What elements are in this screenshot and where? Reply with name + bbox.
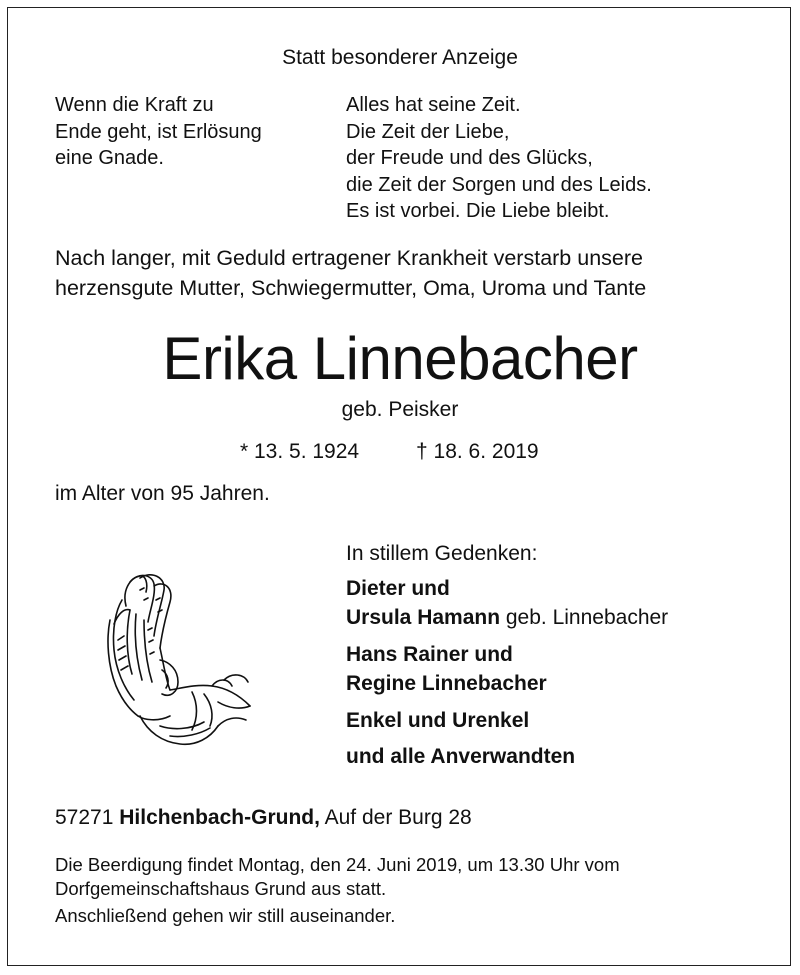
birth-name: geb. Peisker <box>341 398 459 421</box>
mourner-line <box>346 606 668 630</box>
mourners-heading: In stillem Gedenken: <box>346 542 538 565</box>
praying-hands-icon <box>100 570 260 750</box>
mourner-line: Hans Rainer und <box>346 643 513 666</box>
quote-right-line: Alles hat seine Zeit. <box>346 94 521 116</box>
quote-left-line: Wenn die Kraft zu <box>55 94 214 116</box>
mourner-line: Enkel und Urenkel <box>346 709 530 732</box>
address-street: Auf der Burg 28 <box>324 806 472 829</box>
notice-header: Statt besonderer Anzeige <box>282 46 518 69</box>
mourner-line: Regine Linnebacher <box>346 672 547 695</box>
quote-right-line: der Freude und des Glücks, <box>346 147 593 169</box>
death-date: † 18. 6. 2019 <box>416 440 539 463</box>
funeral-info <box>55 853 620 928</box>
quote-right-line: Es ist vorbei. Die Liebe bleibt. <box>346 200 610 222</box>
mourner-birth-name: geb. Linnebacher <box>500 606 669 629</box>
age-text: im Alter von 95 Jahren. <box>55 482 270 505</box>
address-town: Hilchenbach-Grund, <box>119 806 320 829</box>
deceased-name: Erika Linnebacher <box>162 325 638 392</box>
intro-line: herzensgute Mutter, Schwiegermutter, Oma, Uroma und Tante <box>55 276 647 300</box>
quote-right <box>346 92 652 225</box>
intro-text <box>55 243 646 303</box>
funeral-line: Dorfgemeinschaftshaus Grund aus statt. <box>55 878 387 899</box>
address <box>55 806 472 830</box>
mourner-line: Dieter und <box>346 577 450 600</box>
quote-right-line: die Zeit der Sorgen und des Leids. <box>346 173 652 196</box>
funeral-line: Anschließend gehen wir still auseinander. <box>55 905 396 926</box>
intro-line: Nach langer, mit Geduld ertragener Krankheit verstarb unsere <box>55 246 643 270</box>
quote-left-line: Ende geht, ist Erlösung <box>55 120 262 143</box>
birth-date: * 13. 5. 1924 <box>240 440 360 463</box>
quote-right-line: Die Zeit der Liebe, <box>346 120 510 143</box>
quote-left-line: eine Gnade. <box>55 147 164 169</box>
quote-left <box>55 92 262 172</box>
address-zip: 57271 <box>55 806 114 829</box>
funeral-line: Die Beerdigung findet Montag, den 24. Juni 2019, um 13.30 Uhr vom <box>55 854 620 875</box>
mourner-line: und alle Anverwandten <box>346 745 576 768</box>
mourner-name: Ursula Hamann <box>346 606 501 629</box>
